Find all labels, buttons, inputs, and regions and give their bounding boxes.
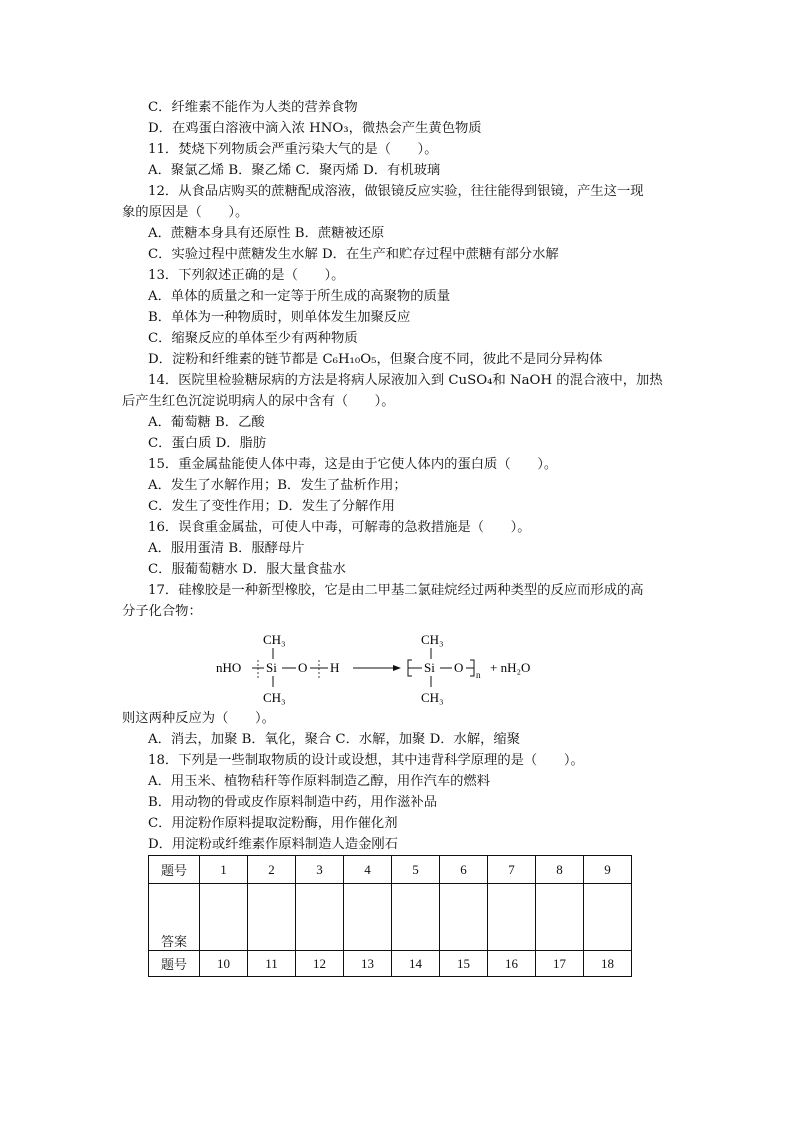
answer-row [149,884,632,951]
formula-right-ch3-bottom: CH₃ [421,690,444,705]
formula-right-suffix: + nH₂O [490,660,531,675]
formula-left-ch3-top: CH₃ [263,632,286,647]
text-line: A．葡萄糖 B．乙酸 [148,415,265,430]
text-line: C．纤维素不能作为人类的营养食物 [148,100,358,115]
question-number-cell: 13 [344,951,392,977]
silicone-reaction-formula [208,626,588,708]
text-line: A．蔗糖本身具有还原性 B．蔗糖被还原 [148,226,385,241]
question-number-cell: 2 [248,856,296,884]
formula-left-prefix: nHO [216,660,242,675]
formula-left-si: Si [266,660,277,675]
answer-cell[interactable] [248,884,296,951]
text-line: C．用淀粉作原料提取淀粉酶，用作催化剂 [148,816,398,831]
formula-left-o: O [298,660,308,675]
text-line: A．消去，加聚 B．氧化，聚合 C．水解，加聚 D．水解，缩聚 [148,732,521,747]
formula-right-ch3-top: CH₃ [421,632,444,647]
document-page [122,97,668,977]
question-number-cell: 14 [392,951,440,977]
text-line: C．缩聚反应的单体至少有两种物质 [148,331,358,346]
row-label-number: 题号 [149,856,200,884]
text-line: 15．重金属盐能使人体中毒，这是由于它使人体内的蛋白质（ ）。 [148,457,558,472]
question-number-cell: 17 [536,951,584,977]
question-number-cell: 1 [200,856,248,884]
formula-left-h: H [330,660,340,675]
text-line: 14．医院里检验糖尿病的方法是将病人尿液加入到 CuSO₄和 NaOH 的混合液中，加热 [148,373,663,388]
question-number-cell: 5 [392,856,440,884]
reaction-diagram [208,626,588,708]
answer-cell[interactable] [344,884,392,951]
text-line: B．单体为一种物质时，则单体发生加聚反应 [148,310,411,325]
answer-cell[interactable] [584,884,632,951]
question-number-cell: 3 [296,856,344,884]
question-number-cell: 16 [488,951,536,977]
answer-cell[interactable] [488,884,536,951]
text-line: D．用淀粉或纤维素作原料制造人造金刚石 [148,837,399,852]
answer-table [148,855,632,977]
question-number-cell: 11 [248,951,296,977]
text-line: B．用动物的骨或皮作原料制造中药，用作滋补品 [148,795,438,810]
row-label-answer: 答案 [149,884,200,951]
question-number-cell: 12 [296,951,344,977]
question-number-cell: 10 [200,951,248,977]
answer-cell[interactable] [200,884,248,951]
text-line: 分子化合物： [122,604,202,619]
text-line: A．发生了水解作用；B．发生了盐析作用； [148,478,407,493]
answer-cell[interactable] [296,884,344,951]
question-number-cell: 9 [584,856,632,884]
question-number-cell: 6 [440,856,488,884]
answer-table-header-row [149,856,632,884]
answer-cell[interactable] [392,884,440,951]
question-number-cell: 18 [584,951,632,977]
question-number-cell: 7 [488,856,536,884]
question-number-cell: 4 [344,856,392,884]
text-line: D．淀粉和纤维素的链节都是 C₆H₁₀O₅，但聚合度不同，彼此不是同分异构体 [148,352,603,367]
question-number-cell: 8 [536,856,584,884]
text-line: A．服用蛋清 B．服酵母片 [148,541,305,556]
answer-cell[interactable] [440,884,488,951]
text-line: 11．焚烧下列物质会严重污染大气的是（ ）。 [148,142,438,157]
row-label-number-2: 题号 [149,951,200,977]
question-block-1 [122,97,668,622]
text-line: C．蛋白质 D．脂肪 [148,436,267,451]
text-line: 12．从食品店购买的蔗糖配成溶液，做银镜反应实验，往往能得到银镜，产生这一现 [148,184,644,199]
question-block-2 [122,708,668,855]
formula-n-subscript: n [476,670,481,680]
text-line: 17．硅橡胶是一种新型橡胶，它是由二甲基二氯硅烷经过两种类型的反应而形成的高 [148,583,644,598]
text-line: 则这两种反应为（ ）。 [122,711,275,726]
text-line: C．发生了变性作用；D．发生了分解作用 [148,499,395,514]
answer-cell[interactable] [536,884,584,951]
text-line: A．用玉米、植物秸秆等作原料制造乙醇，用作汽车的燃料 [148,774,491,789]
text-line: 16．误食重金属盐，可使人中毒，可解毒的急救措施是（ ）。 [148,520,531,535]
formula-right-si: Si [424,660,435,675]
text-line: 象的原因是（ ）。 [122,205,249,220]
text-line: 后产生红色沉淀说明病人的尿中含有（ ）。 [122,394,395,409]
text-line: A．单体的质量之和一定等于所生成的高聚物的质量 [148,289,451,304]
text-line: D．在鸡蛋白溶液中滴入浓 HNO₃，微热会产生黄色物质 [148,121,482,136]
text-line: 18．下列是一些制取物质的设计或设想，其中违背科学原理的是（ ）。 [148,753,584,768]
formula-left-ch3-bottom: CH₃ [263,690,286,705]
answer-table-second-number-row [149,951,632,977]
text-line: A．聚氯乙烯 B．聚乙烯 C．聚丙烯 D．有机玻璃 [148,163,441,178]
formula-right-o: O [454,660,464,675]
text-line: C．实验过程中蔗糖发生水解 D．在生产和贮存过程中蔗糖有部分水解 [148,247,559,262]
question-number-cell: 15 [440,951,488,977]
text-line: 13．下列叙述正确的是（ ）。 [148,268,345,283]
text-line: C．服葡萄糖水 D．服大量食盐水 [148,562,346,577]
